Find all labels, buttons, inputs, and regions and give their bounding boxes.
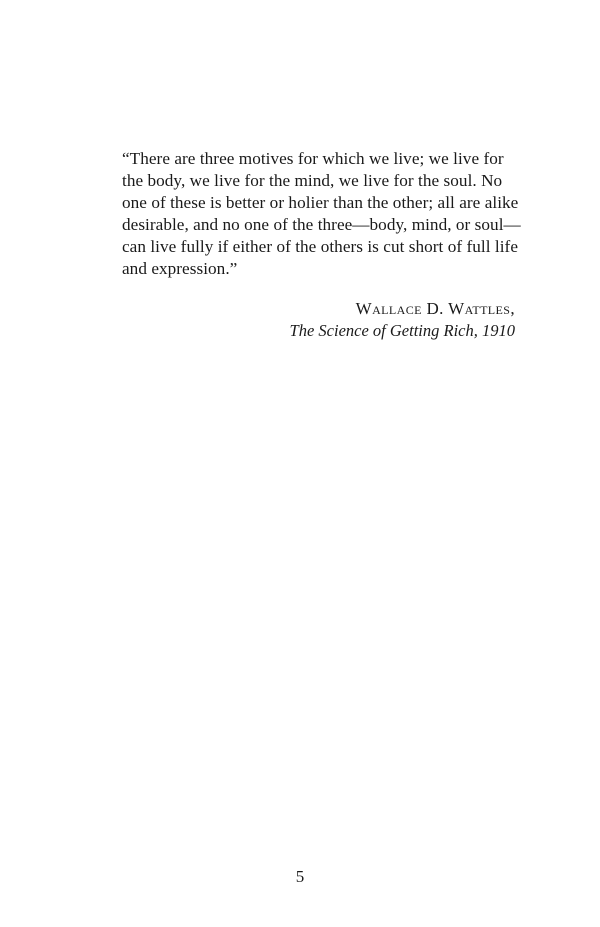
quote-line: and expression.” — [122, 259, 238, 278]
quote-line: desirable, and no one of the three—body, mind, or soul— — [122, 215, 521, 234]
quote-attribution — [290, 298, 515, 342]
quote-line: the body, we live for the mind, we live for the soul. No — [122, 171, 503, 190]
epigraph-quote — [122, 148, 532, 280]
source-title: The Science of Getting Rich, 1910 — [289, 321, 515, 340]
author-name: Wallace D. Wattles, — [355, 299, 515, 318]
quote-line: “There are three motives for which we live; we live for — [122, 149, 504, 168]
page-number: 5 — [295, 867, 305, 886]
quote-line: one of these is better or holier than the other; all are alike — [122, 193, 519, 212]
quote-line: can live fully if either of the others is cut short of full life — [122, 237, 519, 256]
